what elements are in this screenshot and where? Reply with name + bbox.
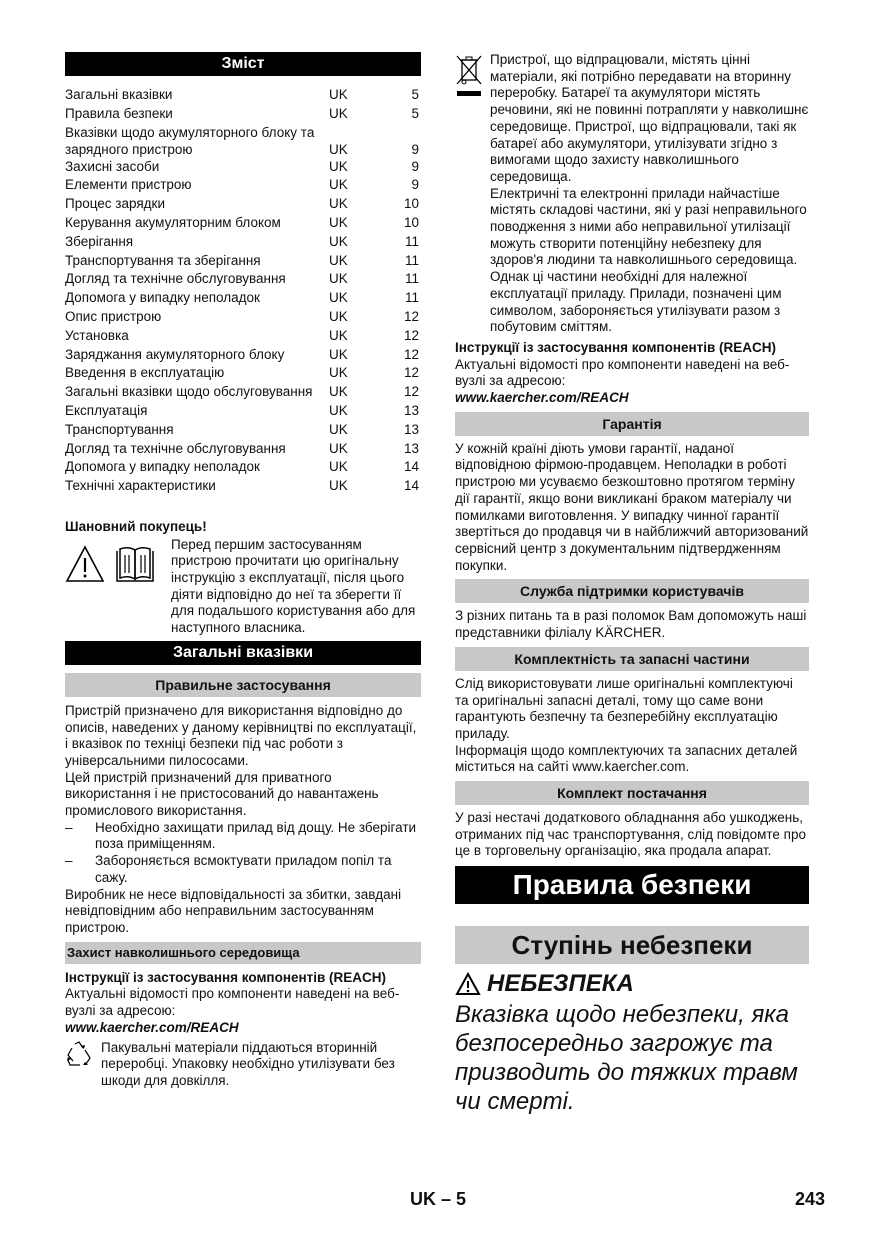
toc-entry-title: Транспортування — [65, 421, 174, 437]
toc-entry-page: 12 — [403, 346, 419, 362]
toc-entry-page: 11 — [404, 271, 419, 287]
toc-entry-page: 12 — [403, 365, 419, 381]
toc-entry-page: 12 — [403, 384, 419, 400]
toc-entry-title: Установка — [65, 327, 129, 343]
toc-entry-title: Експлуатація — [65, 402, 148, 418]
toc-entry-title: Зберігання — [65, 233, 134, 249]
list-item: – Необхідно захищати прилад від дощу. Не зберігати поза приміщенням. — [65, 819, 417, 852]
toc-row[interactable] — [65, 308, 421, 327]
delivery-text: У разі нестачі додаткового обладнання або ушкоджень, отриманих під час транспортування, слід повідомте про це в торговельну організацію, яка продала апарат. — [455, 810, 807, 859]
toc-entry-lang: UK — [329, 421, 348, 437]
toc-entry-title: Введення в експлуатацію — [65, 365, 225, 381]
toc-row[interactable] — [65, 105, 421, 124]
toc-entry-page: 14 — [403, 459, 419, 475]
toc-entry-title: Опис пристрою — [65, 308, 162, 324]
toc-entry-page: 13 — [403, 402, 419, 418]
toc-entry-lang: UK — [329, 327, 348, 343]
toc-row[interactable] — [65, 421, 421, 440]
toc-entry-page: 9 — [411, 158, 419, 174]
toc-entry-lang: UK — [329, 233, 348, 249]
toc-entry-title: Вказівки щодо акумуляторного блоку та зарядного пристрою — [65, 124, 315, 157]
recycle-icon — [65, 1040, 93, 1068]
toc-entry-lang: UK — [329, 478, 348, 494]
toc-entry-lang: UK — [329, 87, 348, 102]
warning-triangle-icon — [455, 972, 481, 996]
toc-row[interactable] — [65, 158, 421, 177]
toc-row[interactable] — [65, 327, 421, 346]
toc-entry-lang: UK — [329, 271, 348, 287]
toc-row[interactable] — [65, 270, 421, 289]
toc-entry-page: 12 — [403, 308, 419, 324]
toc-entry-title: Загальні вказівки — [65, 87, 173, 102]
left-column — [65, 52, 421, 1090]
toc-entry-lang: UK — [329, 440, 348, 456]
toc-entry-page: 10 — [403, 214, 419, 230]
toc-row[interactable] — [65, 86, 421, 105]
proper-use-title: Правильне застосування — [65, 673, 421, 697]
toc-entry-lang: UK — [329, 402, 348, 418]
toc-row[interactable] — [65, 402, 421, 421]
proper-use-p1: Пристрій призначено для використання відповідно до описів, наведених у даному керівництві по експлуатації, і вказівок по техніці безпеки під час роботи з універсальними пилососами. — [65, 702, 417, 768]
reach-heading: Інструкції із застосування компонентів (REACH) — [65, 969, 387, 985]
danger-label: НЕБЕЗПЕКА — [487, 970, 634, 998]
toc-row[interactable] — [65, 233, 421, 252]
toc-row[interactable] — [65, 364, 421, 383]
toc-entry-lang: UK — [329, 196, 348, 212]
reach-text-right: Актуальні відомості про компоненти наведені на веб-вузлі за адресою: — [455, 356, 790, 389]
toc-entry-lang: UK — [329, 177, 348, 193]
proper-use-p3: Виробник не несе відповідальності за збитки, завдані невідповідним або неправильним застосуванням пристрою. — [65, 886, 402, 935]
toc-entry-lang: UK — [329, 308, 348, 324]
toc-row[interactable] — [65, 458, 421, 477]
toc-entry-page: 9 — [411, 141, 419, 157]
toc-row[interactable] — [65, 176, 421, 195]
env-title: Захист навколишнього середовища — [65, 942, 421, 964]
reach-url-right: www.kaercher.com/REACH — [455, 390, 629, 406]
toc-entry-lang: UK — [329, 384, 348, 400]
right-column — [455, 52, 809, 1116]
recycle-text: Пакувальні матеріали піддаються вторинній переробці. Упаковку необхідно утилізувати без шкоди для довкілля. — [101, 1039, 395, 1088]
toc-entry-lang: UK — [329, 214, 348, 230]
toc-entry-lang: UK — [329, 365, 348, 381]
toc-row[interactable] — [65, 383, 421, 402]
safety-title: Правила безпеки — [455, 866, 809, 904]
delivery-title: Комплект постачання — [455, 781, 809, 805]
toc-entry-title: Транспортування та зберігання — [65, 252, 261, 268]
toc-entry-lang: UK — [329, 252, 348, 268]
toc-entry-lang: UK — [329, 158, 348, 174]
toc-entry-title: Технічні характеристики — [65, 478, 216, 494]
weee-text-2: Електричні та електронні прилади найчастіше містять складові частини, які у разі неправильного поводження з ними або неправильної утилізації можуть створити потенційну небезпеку для здоров'я людини та навколишнього середовища. Однак ці частини необхідні для належної експлуатації приладу. Прилади, позначені цим символом, забороняється утилізувати разом з побутовим сміттям. — [490, 185, 807, 335]
customer-text: Перед першим застосуванням пристрою прочитати цю оригінальну інструкцію з експлуатації, після цього діяти відповідно до неї та зберегти її для подальшого користування або для наступного власника. — [171, 536, 416, 636]
toc-entry-title: Догляд та технічне обслуговування — [65, 440, 286, 456]
toc-row[interactable] — [65, 124, 421, 158]
toc-entry-page: 10 — [403, 196, 419, 212]
toc-row[interactable] — [65, 346, 421, 365]
toc-row[interactable] — [65, 214, 421, 233]
toc-entry-page: 11 — [404, 252, 419, 268]
toc-entry-page: 12 — [403, 327, 419, 343]
parts-text-2: Інформація щодо комплектуючих та запасних деталей міститься на сайті www.kaercher.com. — [455, 742, 798, 775]
weee-text: Пристрої, що відпрацювали, містять цінні матеріали, які потрібно передавати на вторинну переробку. Батареї та акумулятори містять речовини, які не повинні потрапляти у навколишнє середовище. Пристрої, що відпрацювали, такі як батареї або акумулятори, утилізувати згідно з вимогами щодо захисту навколишнього середовища. — [490, 52, 809, 184]
reach-heading-right: Інструкції із застосування компонентів (REACH) — [455, 339, 777, 355]
customer-heading: Шановний покупець! — [65, 518, 207, 534]
toc-entry-lang: UK — [329, 105, 348, 121]
toc-entry-page: 9 — [411, 177, 419, 193]
hazard-title: Ступінь небезпеки — [455, 926, 809, 964]
toc-entry-page: 11 — [404, 233, 419, 249]
proper-use-p2: Цей пристрій призначений для приватного використання і не пристосований до навантажень промислового використання. — [65, 769, 379, 819]
toc-entry-page: 5 — [411, 87, 419, 102]
support-text: З різних питань та в разі поломок Вам допоможуть наші представники філіалу KÄRCHER. — [455, 608, 807, 641]
toc-entry-page: 5 — [411, 105, 419, 121]
danger-heading — [455, 970, 809, 998]
general-title: Загальні вказівки — [65, 641, 421, 665]
toc-list — [65, 86, 421, 496]
reach-text: Актуальні відомості про компоненти наведені на веб-вузлі за адресою: — [65, 986, 400, 1019]
toc-row[interactable] — [65, 477, 421, 496]
support-title: Служба підтримки користувачів — [455, 579, 809, 603]
toc-entry-lang: UK — [329, 141, 348, 157]
page-number: 243 — [795, 1189, 826, 1209]
toc-entry-title: Догляд та технічне обслуговування — [65, 271, 286, 287]
toc-entry-title: Загальні вказівки щодо обслуговування — [65, 384, 313, 400]
toc-row[interactable] — [65, 252, 421, 271]
toc-entry-title: Допомога у випадку неполадок — [65, 459, 260, 475]
reach-url: www.kaercher.com/REACH — [65, 1019, 239, 1035]
toc-entry-title: Правила безпеки — [65, 105, 173, 121]
toc-entry-page: 14 — [403, 478, 419, 494]
toc-entry-title: Керування акумуляторним блоком — [65, 214, 281, 230]
crossed-bin-icon — [455, 54, 483, 100]
toc-entry-lang: UK — [329, 459, 348, 475]
toc-entry-title: Захисні засоби — [65, 158, 160, 174]
danger-text: Вказівка щодо небезпеки, яка безпосередньо загрожує та призводить до тяжких травм чи смерті. — [455, 1001, 798, 1116]
toc-entry-title: Заряджання акумуляторного блоку — [65, 346, 285, 362]
toc-row[interactable] — [65, 195, 421, 214]
toc-title: Зміст — [65, 52, 421, 76]
warning-triangle-icon — [65, 545, 105, 583]
toc-entry-page: 11 — [404, 290, 419, 306]
parts-text-1: Слід використовувати лише оригінальні комплектуючі та оригінальні запасні деталі, тому що саме вони гарантують безпечну та безперебійну експлуатацію приладу. — [455, 675, 793, 741]
toc-entry-title: Допомога у випадку неполадок — [65, 290, 260, 306]
toc-entry-title: Процес зарядки — [65, 196, 165, 212]
list-item: – Забороняється всмоктувати приладом попіл та сажу. — [65, 853, 392, 885]
manual-book-icon — [113, 545, 157, 585]
toc-row[interactable] — [65, 440, 421, 459]
toc-entry-page: 13 — [403, 440, 419, 456]
toc-entry-title: Елементи пристрою — [65, 177, 192, 193]
toc-entry-page: 13 — [403, 421, 419, 437]
toc-entry-lang: UK — [329, 290, 348, 306]
toc-row[interactable] — [65, 289, 421, 308]
parts-title: Комплектність та запасні частини — [455, 647, 809, 671]
customer-section — [65, 519, 421, 637]
warranty-text: У кожній країні діють умови гарантії, наданої відповідною фірмою-продавцем. Неполадки в роботі пристрою ми усуваємо безкоштовно протягом терміну дії гарантії, якщо вони викликані браком матеріалу чи помилками виготовлення. У випадку чинної гарантії звертіться до продавця чи в найближчий авторизований сервісний центр з документальним підтвердженням покупки. — [455, 440, 809, 573]
toc-entry-lang: UK — [329, 346, 348, 362]
warranty-title: Гарантія — [455, 412, 809, 436]
footer-section: UK – 5 — [410, 1189, 467, 1209]
